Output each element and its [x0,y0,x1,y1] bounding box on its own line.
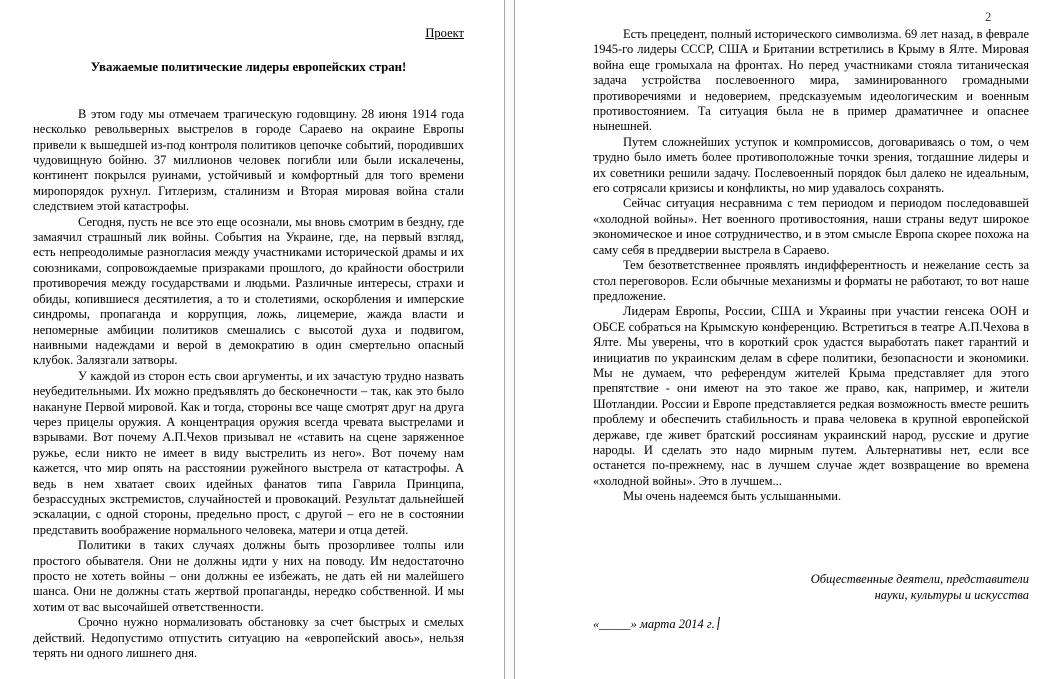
paragraph: Срочно нужно нормализовать обстановку за счет быстрых и смелых действий. Недопустимо отпустить ситуацию на «европейский авось», нельзя терять ни одного лишнего дня. [33,615,464,661]
paragraph: Политики в таких случаях должны быть прозорливее толпы или простого обывателя. Они не должны идти у них на поводу. Им недостаточно просто не хотеть войны – они должны ее избежать, не дать ей ни малейшего шанса. Они не должны стать жертвой пропаганды, нередко собственной. И мы хотим от вас высочайшей ответственности. [33,538,464,614]
signature-block [593,571,1029,603]
page-2-body [593,27,1029,505]
text-cursor-caret [717,617,720,630]
page-1-content [33,0,464,661]
document-heading: Уважаемые политические лидеры европейских стран! [90,60,407,75]
page-1-body [33,107,464,662]
paragraph: В этом году мы отмечаем трагическую годовщину. 28 июня 1914 года несколько револьверных выстрелов в городе Сараево на окраине Европы привели к вышедшей из-под контроля политиков цепочке событий, породивших чудовищную бойню. 37 миллионов человек погибли или были искалечены, континент покрылся руинами, устойчивый и комфортный для того времени миропорядок рухнул. Гитлеризм, сталинизм и Вторая мировая война стали следствием этой катастрофы. [33,106,464,214]
date-text: «_____» марта 2014 г. [593,616,715,631]
date-line [593,617,1029,632]
page-number: 2 [985,10,992,24]
paragraph: Лидерам Европы, России, США и Украины при участии генсека ООН и ОБСЕ собраться на Крымскую конференцию. Встретиться в театре А.П.Чехова в Ялте. Мы уверены, что в короткий срок удастся выработать пакет гарантий и инициатив по украинским делам в сфере политики, безопасности и экономики. Мы не думаем, что референдум жителей Крыма представляет для этого препятствие - они имеют на это такое же право, как, например, и жители Шотландии. России и Европе представляется редкая возможность вместе решить проблему и обеспечить стабильность и права человека в крупной европейской державе, где живет братский россиянам украинский народ, русские и другие народы. И сделать это надо мирным путем. Альтернативы нет, если все останется по-прежнему, нас в лучшем случае ждет возвращение во времена «холодной войны». Это в лучшем... [593,304,1029,488]
page-1[interactable] [0,0,505,679]
paragraph: У каждой из сторон есть свои аргументы, и их зачастую трудно назвать неубедительными. Их можно предъявлять до бесконечности – так, как это было накануне Первой мировой. Как и тогда, стороны все чаще смотрят друг на друга через прицелы оружия. А концентрация оружия всегда чревата выстрелами и взрывами. Вот почему А.П.Чехов призывал не «ставить на сцене заряженное ружье, если никто не имеет в виду выстрелить из него». Вот почему нам кажется, что мир опять на расстоянии ружейного выстрела от катастрофы. А ведь в нем хватает своих идейных фанатов типа Гаврила Принципа, безрассудных экстремистов, случайностей и провокаций. Результат дальнейшей эскалации, с одной стороны, предельно прост, с другой – его не в состоянии представить воображение нормального человека, матери и отца детей. [33,368,464,537]
paragraph: Есть прецедент, полный исторического символизма. 69 лет назад, в феврале 1945-го лидеры СССР, США и Британии встретились в Крыму в Ялте. Мировая война еще громыхала на фронтах. Но перед участниками стояла титаническая задача устройства послевоенного мира, заминированного громадными противоречиями и недоверием, предсказуемым идеологическим и военным противостоянием. Та ситуация была не в пример драматичнее и опаснее нынешней. [593,27,1029,134]
paragraph: Сегодня, пусть не все это еще осознали, мы вновь смотрим в бездну, где замаячил страшный лик войны. События на Украине, где, на первый взгляд, есть непреодолимые разногласия между участниками исторической драмы и их союзниками, сопровождаемые призраками прошлого, до крайности обострили противоречия между государствами и людьми. Различные интересы, страхи и обиды, копившиеся десятилетия, а то и столетиями, оскорбления и имперские синдромы, пропаганда и коррупция, ложь, лицемерие, жажда власти и непомерные амбиции политиков смешались с высотой духа и подвигом, наивными надеждами и верой в демократию в один смертельно опасный клубок. Залязгали затворы. [33,214,464,368]
paragraph: Сейчас ситуация несравнима с тем периодом и периодом последовавшей «холодной войны». Нет военного противостояния, наши страны ведут широкое экономическое и иное сотрудничество, и в этом смысле Европа скорее похожа на саму себя в преддверии выстрела в Сараево. [593,196,1029,257]
page-2-content [593,0,1029,632]
paragraph: Путем сложнейших уступок и компромиссов, договариваясь о том, о чем трудно было иметь более противоположные точки зрения, тогдашние лидеры и их советники решили задачу. Послевоенный порядок был далеко не идеальным, его сотрясали кризисы и конфликты, но мир удавалось сохранять. [593,134,1029,196]
page-2[interactable] [514,0,1039,679]
signature-line: науки, культуры и искусства [874,587,1029,602]
signature-line: Общественные деятели, представители [810,571,1029,586]
draft-label: Проект [425,26,464,40]
paragraph: Мы очень надеемся быть услышанными. [623,489,842,504]
paragraph: Тем безответственнее проявлять индифферентность и нежелание сесть за стол переговоров. Если обычные механизмы и форматы не работают, то вот наше предложение. [593,258,1029,303]
page-gap [505,0,514,679]
